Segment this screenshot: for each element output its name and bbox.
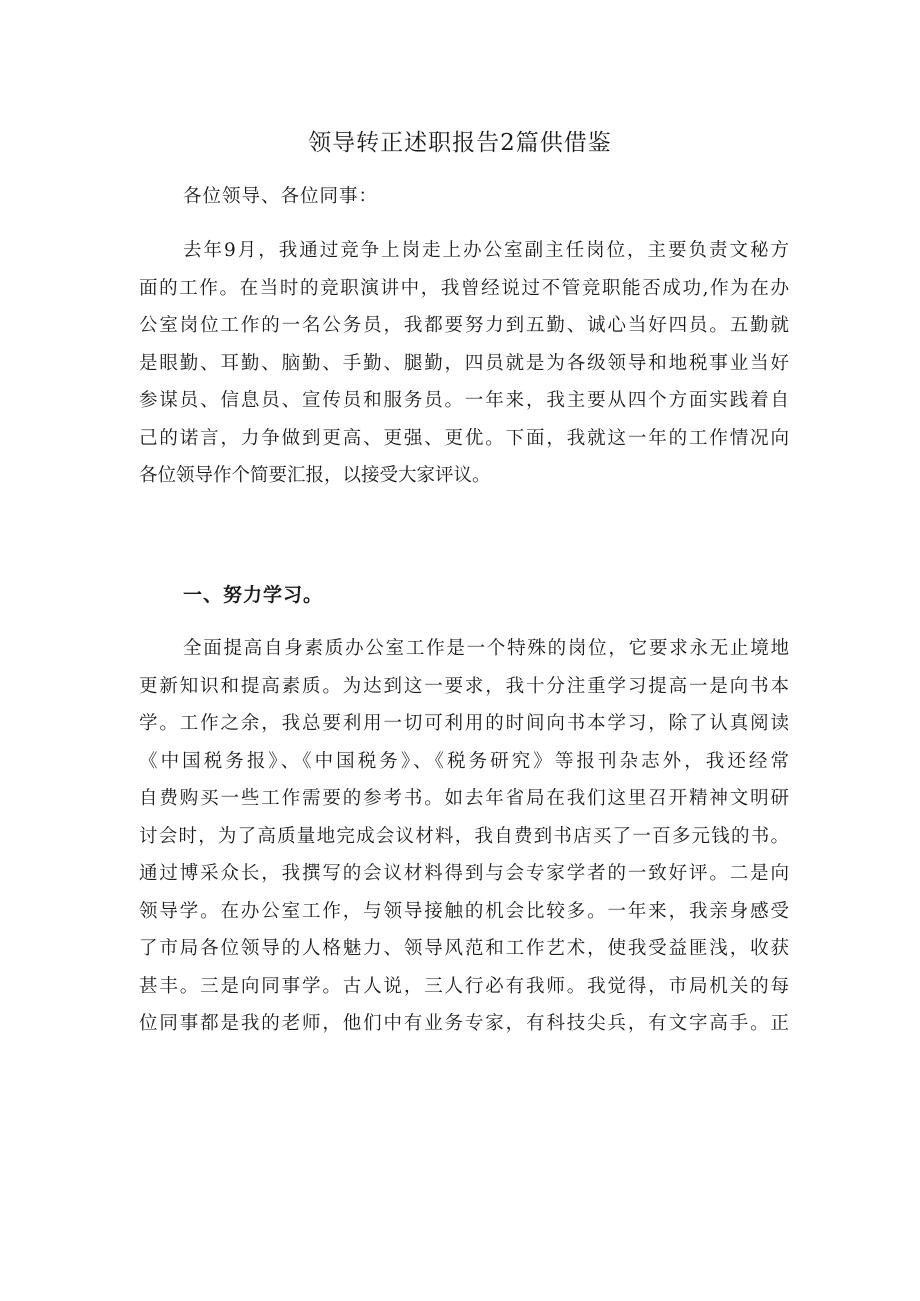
paragraph-line: 参谋员、信息员、宣传员和服务员。一年来，我主要从四个方面实践着自: [139, 390, 789, 411]
paragraph-line: 各位领导作个简要汇报，以接受大家评议。: [139, 465, 491, 486]
paragraph-line: 是眼勤、耳勤、脑勤、手勤、腿勤，四员就是为各级领导和地税事业当好: [139, 352, 789, 374]
paragraph-line: 了市局各位领导的人格魅力、领导风范和工作艺术，使我受益匪浅，收获: [139, 938, 789, 959]
paragraph-line: 公室岗位工作的一名公务员，我都要努力到五勤、诚心当好四员。五勤就: [139, 315, 789, 336]
paragraph-intro: [139, 232, 789, 495]
paragraph-line: 全面提高自身素质办公室工作是一个特殊的岗位，它要求永无止境地: [183, 638, 789, 659]
document-title: 领导转正述职报告2篇供借鉴: [308, 130, 612, 156]
paragraph-line: 面的工作。在当时的竞职演讲中，我曾经说过不管竞职能否成功,作为在办: [139, 277, 789, 299]
paragraph-line: 去年9月，我通过竞争上岗走上办公室副主任岗位，主要负责文秘方: [183, 240, 789, 261]
paragraph-line: 《中国税务报》、《中国税务》、《税务研究》等报刊杂志外，我还经常: [139, 750, 789, 772]
salutation: 各位领导、各位同事：: [183, 186, 379, 207]
paragraph-line: 甚丰。三是向同事学。古人说，三人行必有我师。我觉得，市局机关的每: [139, 975, 789, 997]
paragraph-line: 位同事都是我的老师，他们中有业务专家，有科技尖兵，有文字高手。正: [139, 1013, 789, 1034]
paragraph-line: 领导学。在办公室工作，与领导接触的机会比较多。一年来，我亲身感受: [139, 900, 789, 922]
paragraph-study: [139, 630, 789, 1043]
paragraph-line: 更新知识和提高素质。为达到这一要求，我十分注重学习提高一是向书本: [139, 675, 789, 697]
paragraph-line: 讨会时，为了高质量地完成会议材料，我自费到书店买了一百多元钱的书。: [139, 825, 789, 847]
paragraph-line: 通过博采众长，我撰写的会议材料得到与会专家学者的一致好评。二是向: [139, 863, 789, 884]
paragraph-line: 自费购买一些工作需要的参考书。如去年省局在我们这里召开精神文明研: [139, 788, 789, 809]
section-heading: 一、努力学习。: [183, 584, 324, 606]
paragraph-line: 己的诺言，力争做到更高、更强、更优。下面，我就这一年的工作情况向: [139, 427, 789, 449]
paragraph-line: 学。工作之余，我总要利用一切可利用的时间向书本学习，除了认真阅读: [139, 713, 789, 734]
